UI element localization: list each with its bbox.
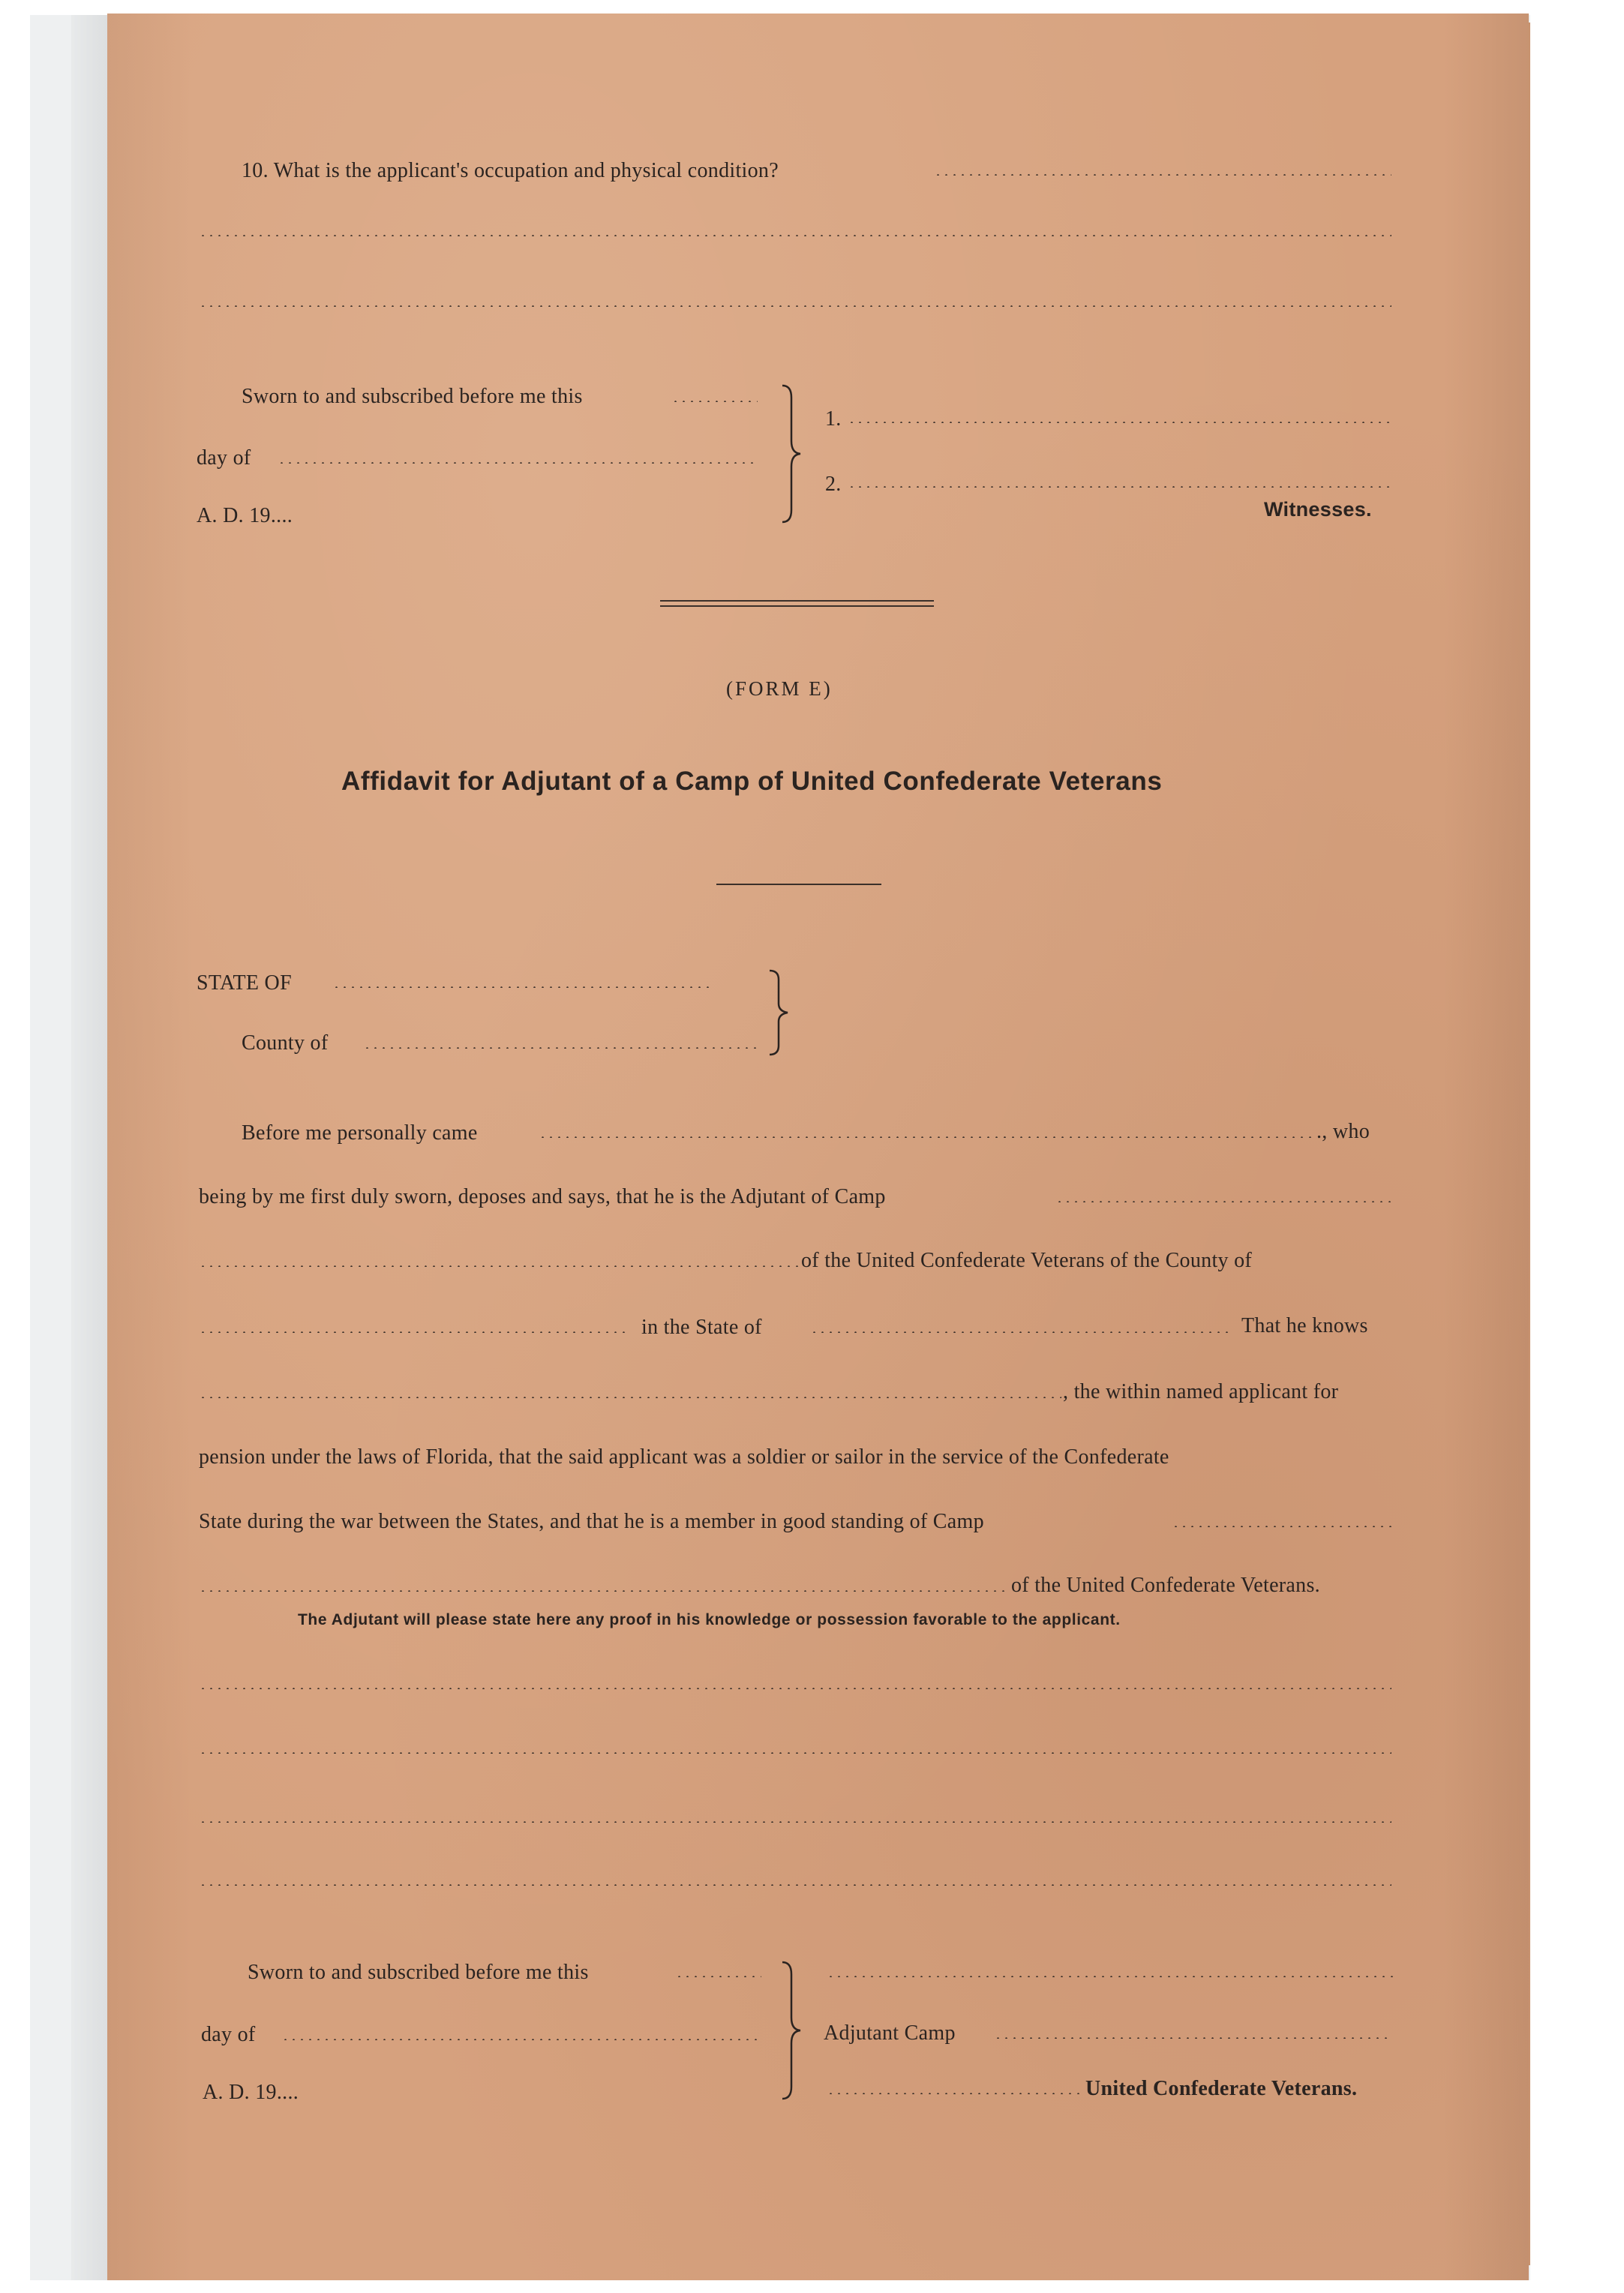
body-line-3: of the United Confederate Veterans of the County of — [801, 1249, 1253, 1272]
camp-name-field[interactable] — [199, 1265, 799, 1267]
county-field[interactable] — [363, 1047, 757, 1049]
state-of-label: STATE OF — [197, 971, 292, 995]
adjutant-camp-label: Adjutant Camp — [824, 2021, 956, 2045]
body-line-6: pension under the laws of Florida, that the said applicant was a soldier or sailor in the service of the Confederate — [199, 1445, 1169, 1469]
body-line-4-mid: in the State of — [641, 1316, 762, 1339]
proof-line[interactable] — [199, 1884, 1391, 1886]
sworn-line: Sworn to and subscribed before me this — [242, 385, 583, 408]
witnesses-label: Witnesses. — [1264, 498, 1372, 521]
question-10: 10. What is the applicant's occupation and physical condition? — [242, 159, 779, 182]
adjutant-signature-field[interactable] — [827, 1976, 1393, 1977]
ucv-camp-field[interactable] — [827, 2093, 1082, 2094]
answer-line[interactable] — [199, 305, 1391, 307]
answer-line[interactable] — [199, 235, 1391, 236]
answer-line[interactable] — [934, 174, 1391, 176]
divider-rule — [660, 600, 934, 602]
camp-field-2[interactable] — [1172, 1526, 1391, 1527]
witness-2-label: 2. — [825, 473, 842, 496]
day-of-label: day of — [201, 2023, 256, 2046]
adjutant-camp-field[interactable] — [994, 2037, 1393, 2039]
date-day-field[interactable] — [671, 401, 758, 402]
body-line-4-end: That he knows — [1241, 1314, 1368, 1337]
body-line-5: , the within named applicant for — [1063, 1380, 1339, 1403]
state-field-2[interactable] — [810, 1331, 1230, 1333]
name-field[interactable] — [539, 1136, 1315, 1138]
witness-2-field[interactable] — [848, 486, 1391, 488]
brace-icon — [776, 1959, 806, 2102]
title-underline — [716, 884, 881, 885]
state-field[interactable] — [332, 986, 715, 988]
divider-rule — [660, 605, 934, 607]
brace-icon — [776, 383, 806, 525]
proof-line[interactable] — [199, 1752, 1391, 1754]
month-field[interactable] — [278, 462, 758, 464]
body-line-2: being by me first duly sworn, deposes and says, that he is the Adjutant of Camp — [199, 1185, 886, 1208]
adjutant-note: The Adjutant will please state here any proof in his knowledge or possession favorable to the applicant. — [298, 1611, 1121, 1628]
day-of-label: day of — [197, 446, 251, 470]
applicant-name-field[interactable] — [199, 1397, 1061, 1398]
date-day-field[interactable] — [675, 1976, 761, 1977]
form-title: Affidavit for Adjutant of a Camp of United Confederate Veterans — [341, 767, 1163, 796]
body-line-1-end: ., who — [1316, 1120, 1370, 1143]
ucv-label: United Confederate Veterans. — [1085, 2077, 1358, 2100]
sworn-line-bottom: Sworn to and subscribed before me this — [248, 1961, 589, 1984]
form-label: (FORM E) — [726, 677, 833, 700]
body-line-1-start: Before me personally came — [242, 1121, 478, 1145]
camp-field[interactable] — [1055, 1201, 1391, 1202]
brace-icon — [765, 968, 795, 1058]
proof-line[interactable] — [199, 1821, 1391, 1823]
witness-1-label: 1. — [825, 407, 842, 431]
document-page — [107, 14, 1529, 2280]
proof-line[interactable] — [199, 1688, 1391, 1689]
month-field[interactable] — [281, 2039, 761, 2040]
ad-year-label: A. D. 19.... — [197, 504, 293, 527]
body-line-7: State during the war between the States, and that he is a member in good standing of Camp — [199, 1510, 984, 1533]
county-of-label: County of — [242, 1031, 329, 1055]
witness-1-field[interactable] — [848, 422, 1391, 423]
body-line-8: of the United Confederate Veterans. — [1011, 1574, 1320, 1597]
camp-name-field-2[interactable] — [199, 1590, 1005, 1592]
county-field-2[interactable] — [199, 1331, 626, 1333]
ad-year-label: A. D. 19.... — [203, 2081, 299, 2104]
